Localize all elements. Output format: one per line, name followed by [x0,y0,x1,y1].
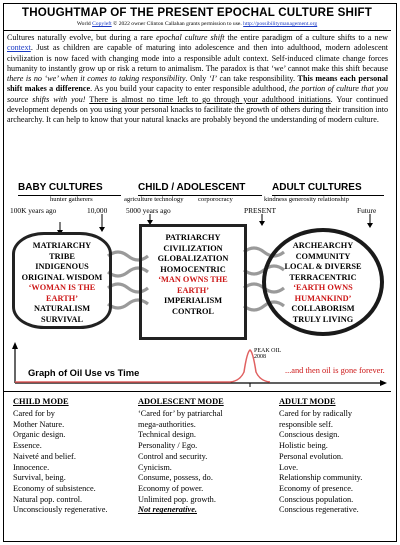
list-item: responsible self. [279,419,333,429]
list-item: Survival, being. [13,473,66,483]
adult-culture-circle: ARCHEARCHY COMMUNITY LOCAL & DIVERSE TERRACENTRIC ‘EARTH OWNS HUMANKIND’ COLLABORISM TRULY LIVING [262,228,384,336]
list-item: Cared for by [13,409,55,418]
list-item: Essence. [13,441,42,451]
adult-mode-list [279,409,362,516]
list-item: Relationship community. [279,473,363,483]
timeline-100k: 100K years ago [10,206,57,215]
timeline-5000: 5000 years ago [126,206,171,215]
oil-gone-label: ...and then oil is gone forever. [285,366,385,375]
stage-child-adolescent: CHILD / ADOLESCENT [138,182,246,193]
list-item: Cynicism. [138,462,172,472]
list-item: Consume, possess, do. [138,473,213,483]
timeline-present: PRESENT [244,206,277,215]
timeline-future: Future [357,206,377,215]
list-item: Innocence. [13,462,50,472]
oil-graph-y-arrow [12,342,18,349]
list-item-emphasis: Not regenerative. [138,505,197,515]
adult-mode-heading: ADULT MODE [279,397,336,406]
child-mode-heading: CHILD MODE [13,397,69,406]
list-item: Conscious population. [279,494,354,504]
list-item: ‘Cared for’ by patriarchal [138,409,223,418]
section-divider [3,391,391,392]
website-link[interactable]: http://possibilitymanagement.org [243,21,318,27]
stage-baby-cultures: BABY CULTURES [18,182,103,193]
list-item: Natural pop. control. [13,494,83,504]
list-item: mega-authorities. [138,419,196,429]
list-item: Naiveté and belief. [13,451,76,461]
list-item: Conscious regenerative. [279,505,359,515]
list-item: Holistic being. [279,441,328,451]
list-item: Cared for by radically [279,409,353,418]
baby-culture-box: MATRIARCHY TRIBE INDIGENOUS ORIGINAL WISDOM ‘WOMAN IS THE EARTH’ NATURALISM SURVIVAL [12,232,112,329]
stage-adult-cultures: ADULT CULTURES [272,182,362,193]
context-link[interactable]: context [7,43,31,53]
child-mode-list [13,409,107,516]
list-item: Love. [279,462,299,472]
list-item: Unlimited pop. growth. [138,494,216,504]
peak-oil-label: PEAK OIL 2008 [254,348,282,361]
list-item: Mother Nature. [13,419,65,429]
oil-graph-label: Graph of Oil Use vs Time [28,367,140,378]
era-hunter-gatherers: hunter gatherers [50,196,93,203]
list-item: Economy of presence. [279,483,353,493]
list-item: Technical design. [138,430,196,440]
era-agriculture: agriculture technology [124,196,184,203]
timeline-10000: 10,000 [87,206,108,215]
list-item: Personal evolution. [279,451,344,461]
copyleft-link[interactable]: Copyleft [92,21,112,27]
era-corporocracy: corporocracy [198,196,233,203]
era-kindness: kindness generosity relationship [264,196,349,203]
list-item: Economy of power. [138,483,204,493]
page-title: THOUGHTMAP OF THE PRESENT EPOCHAL CULTURE SHIFT [21,6,373,19]
list-item: Personality / Ego. [138,441,198,451]
list-item: Organic design. [13,430,66,440]
list-item: Conscious design. [279,430,340,440]
list-item: Unconsciously regenerative. [13,505,108,515]
intro-paragraph: Cultures naturally evolve, but during a rare epochal culture shift the entire paradigm of a culture shifts to a new context. Just as children are capable of maturing into adolescence and then into adulthood, modern adolescent civilization is now faced with changing mode into a responsible adult context. Self-induced climate change forces humanity to instantly grow up or risk a return to animalism. The paradox is that ‘we’ cannot make this shift because there is no ‘we’ when it comes to taking responsibility. Only ‘I’ can take responsibility. This means each personal shift makes a difference. As you build your capacity to enter responsible adulthood, the portion of culture that you source shifts with you! There is almost no time left to go through your adulthood initiations. Your continued development depends on you using your personal knacks to facilitate the growth of others during their transition into archearchy. It can help to know that your natural knacks are probably beyond the understanding of modern culture. [7,33,388,125]
credit-prefix: World [76,21,93,27]
list-item: Control and security. [138,451,208,461]
adolescent-culture-box: PATRIARCHY CIVILIZATION GLOBALIZATION HOMOCENTRIC ‘MAN OWNS THE EARTH’ IMPERIALISM CONTROL [139,224,247,340]
credit-text: © 2022 owner Clinton Callahan grants permission to use. [111,21,244,27]
list-item: Economy of subsistence. [13,483,96,493]
oil-graph-x-arrow [380,380,387,386]
adolescent-mode-list [138,409,223,516]
adolescent-mode-heading: ADOLESCENT MODE [138,397,224,406]
